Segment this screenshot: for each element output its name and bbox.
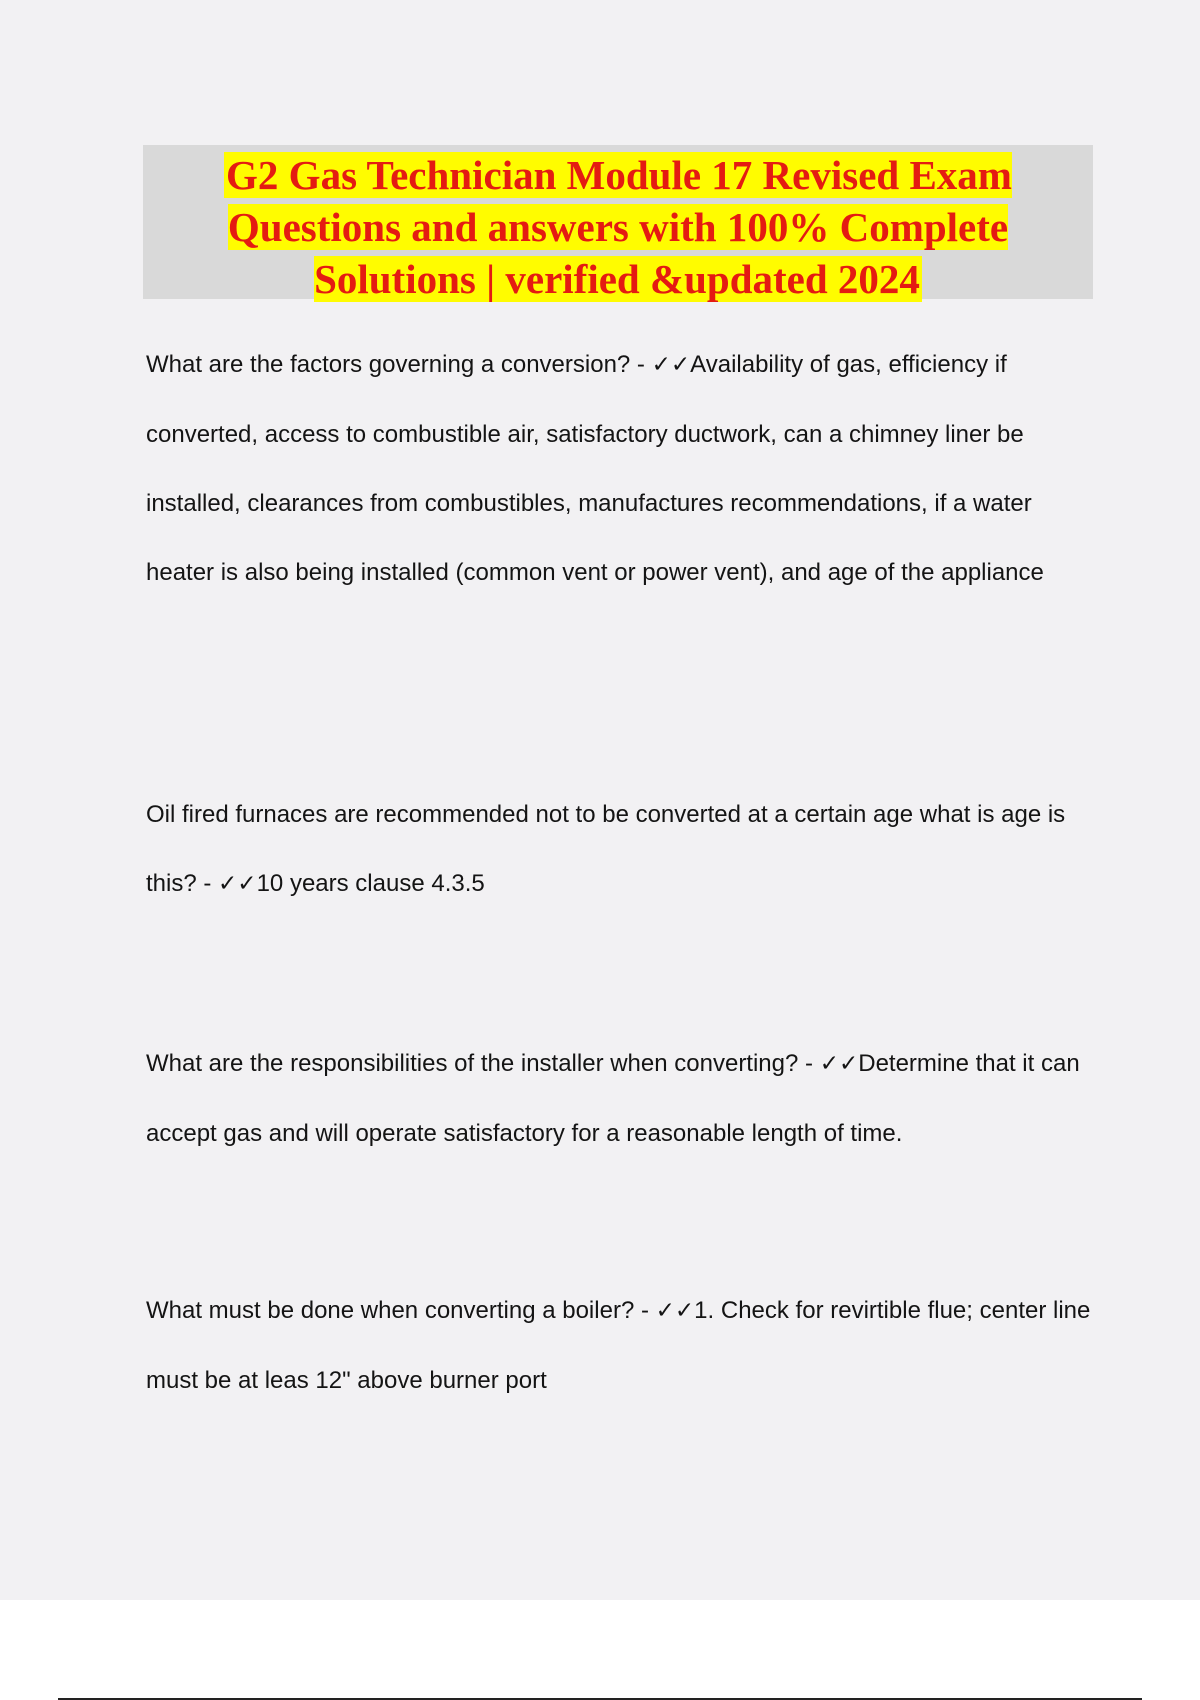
document-title [143, 145, 1093, 305]
check-icon: ✓✓ [819, 1051, 859, 1077]
answer-text: Determine that it can accept gas and will operate satisfactory for a reasonable length of time. [146, 1050, 1080, 1147]
check-icon: ✓✓ [655, 1298, 695, 1324]
check-icon: ✓✓ [651, 352, 691, 378]
title-highlight: G2 Gas Technician Module 17 Revised Exam Questions and answers with 100% Complete Solutions | verified &updated 2024 [226, 152, 1012, 302]
question-text: What are the responsibilities of the installer when converting? - [146, 1050, 820, 1077]
check-icon: ✓✓ [218, 871, 257, 897]
qa-item [146, 780, 1096, 919]
answer-text: Availability of gas, efficiency if converted, access to combustible air, satisfactory ductwork, can a chimney liner be installed, clearances from combustibles, manufactures recommendations, if a water heater is also being installed (common vent or power vent), and age of the appliance [146, 351, 1044, 586]
answer-text: 10 years clause 4.3.5 [256, 870, 485, 897]
question-text: What are the factors governing a conversion? - [146, 351, 652, 378]
qa-item [146, 1029, 1096, 1168]
question-text: Oil fired furnaces are recommended not to be converted at a certain age what is age is this? - [146, 801, 1066, 897]
title-banner [143, 145, 1093, 302]
answer-text: 1. Check for revirtible flue; center line must be at leas 12" above burner port [146, 1297, 1091, 1394]
question-text: What must be done when converting a boiler? - [146, 1297, 656, 1324]
qa-item [146, 1276, 1096, 1415]
qa-item [146, 330, 1096, 607]
